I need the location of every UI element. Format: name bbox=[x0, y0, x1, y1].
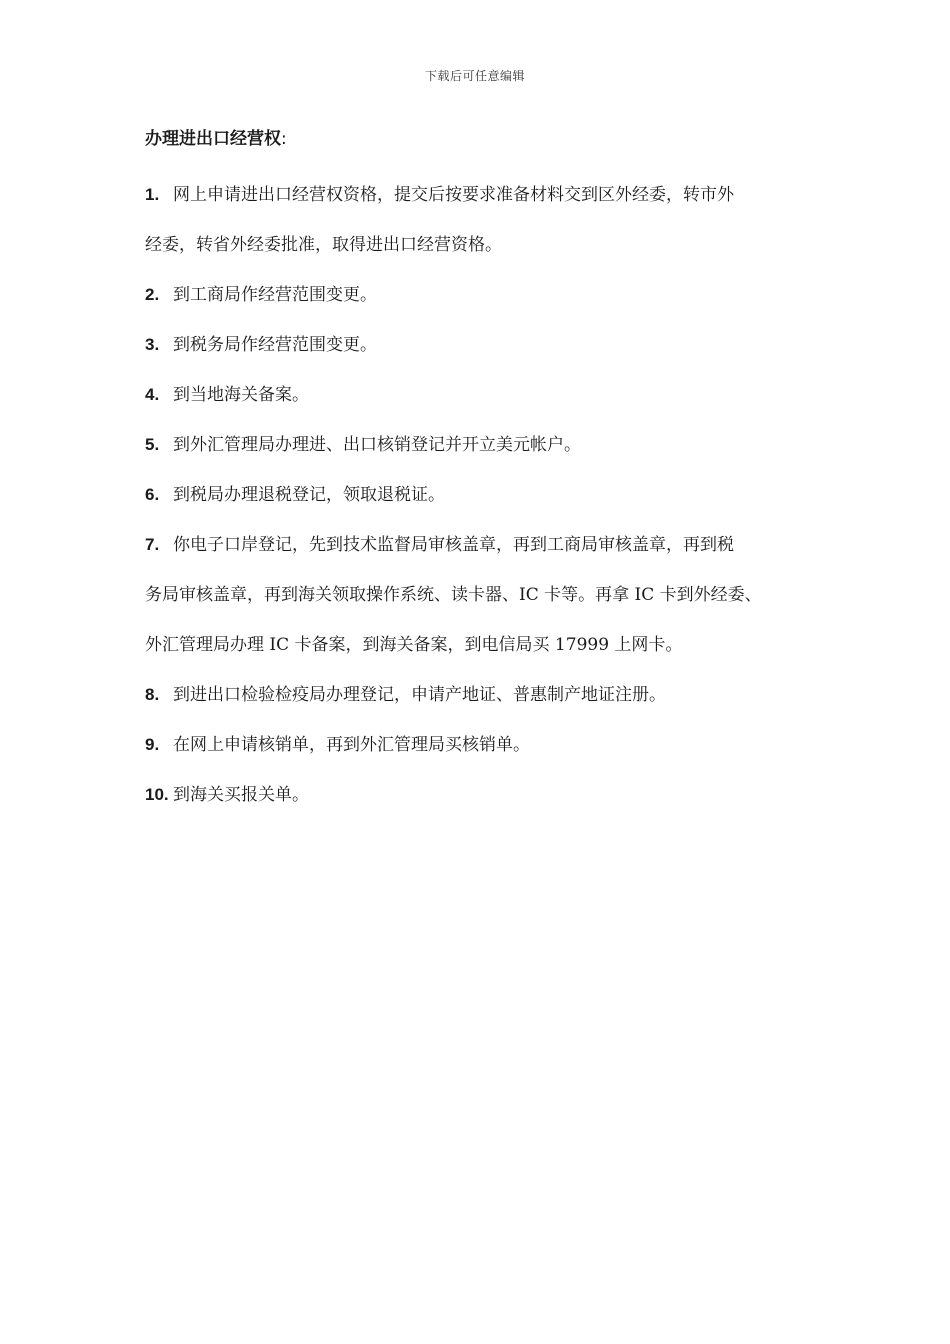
step-item-4 bbox=[145, 370, 825, 420]
step-line bbox=[145, 770, 825, 820]
step-number: 2. bbox=[145, 285, 160, 304]
step-line bbox=[145, 420, 825, 470]
step-line bbox=[145, 270, 825, 320]
step-text: 外汇管理局办理 IC 卡备案，到海关备案，到电信局买 17999 上网卡。 bbox=[145, 635, 683, 655]
step-text: 经委，转省外经委批准，取得进出口经营资格。 bbox=[145, 235, 502, 255]
step-number: 8. bbox=[145, 685, 160, 704]
step-item-7 bbox=[145, 520, 825, 670]
step-number: 3. bbox=[145, 335, 160, 354]
step-text: 到外汇管理局办理进、出口核销登记并开立美元帐户。 bbox=[173, 435, 581, 455]
step-item-1 bbox=[145, 170, 825, 270]
step-item-9 bbox=[145, 720, 825, 770]
document-title bbox=[145, 120, 825, 158]
step-number: 7. bbox=[145, 535, 160, 554]
step-number: 9. bbox=[145, 735, 160, 754]
step-item-8 bbox=[145, 670, 825, 720]
step-item-10 bbox=[145, 770, 825, 820]
step-text: 到税局办理退税登记，领取退税证。 bbox=[173, 485, 445, 505]
step-line bbox=[145, 370, 825, 420]
step-text: 到当地海关备案。 bbox=[173, 385, 309, 405]
step-line bbox=[145, 470, 825, 520]
step-text: 到税务局作经营范围变更。 bbox=[173, 335, 377, 355]
step-text: 到工商局作经营范围变更。 bbox=[173, 285, 377, 305]
step-text: 到海关买报关单。 bbox=[173, 785, 309, 805]
step-line bbox=[145, 220, 825, 270]
step-line bbox=[145, 670, 825, 720]
step-number: 10. bbox=[145, 785, 169, 804]
step-number: 5. bbox=[145, 435, 160, 454]
step-item-6 bbox=[145, 470, 825, 520]
step-item-3 bbox=[145, 320, 825, 370]
step-number: 6. bbox=[145, 485, 160, 504]
step-number: 4. bbox=[145, 385, 160, 404]
step-text: 网上申请进出口经营权资格，提交后按要求准备材料交到区外经委，转市外 bbox=[173, 185, 734, 205]
step-number: 1. bbox=[145, 185, 160, 204]
step-line bbox=[145, 620, 825, 670]
step-line bbox=[145, 570, 825, 620]
title-colon: : bbox=[281, 129, 287, 149]
step-line bbox=[145, 720, 825, 770]
step-line bbox=[145, 170, 825, 220]
step-line bbox=[145, 520, 825, 570]
step-text: 在网上申请核销单，再到外汇管理局买核销单。 bbox=[173, 735, 530, 755]
step-item-5 bbox=[145, 420, 825, 470]
step-item-2 bbox=[145, 270, 825, 320]
title-text: 办理进出口经营权 bbox=[145, 129, 281, 149]
step-line bbox=[145, 320, 825, 370]
header-note: 下载后可任意编辑 bbox=[424, 69, 525, 83]
document-body bbox=[145, 120, 825, 820]
step-text: 到进出口检验检疫局办理登记，申请产地证、普惠制产地证注册。 bbox=[173, 685, 666, 705]
step-text: 务局审核盖章，再到海关领取操作系统、读卡器、IC 卡等。再拿 IC 卡到外经委、 bbox=[145, 585, 762, 605]
step-text: 你电子口岸登记，先到技术监督局审核盖章，再到工商局审核盖章，再到税 bbox=[173, 535, 734, 555]
